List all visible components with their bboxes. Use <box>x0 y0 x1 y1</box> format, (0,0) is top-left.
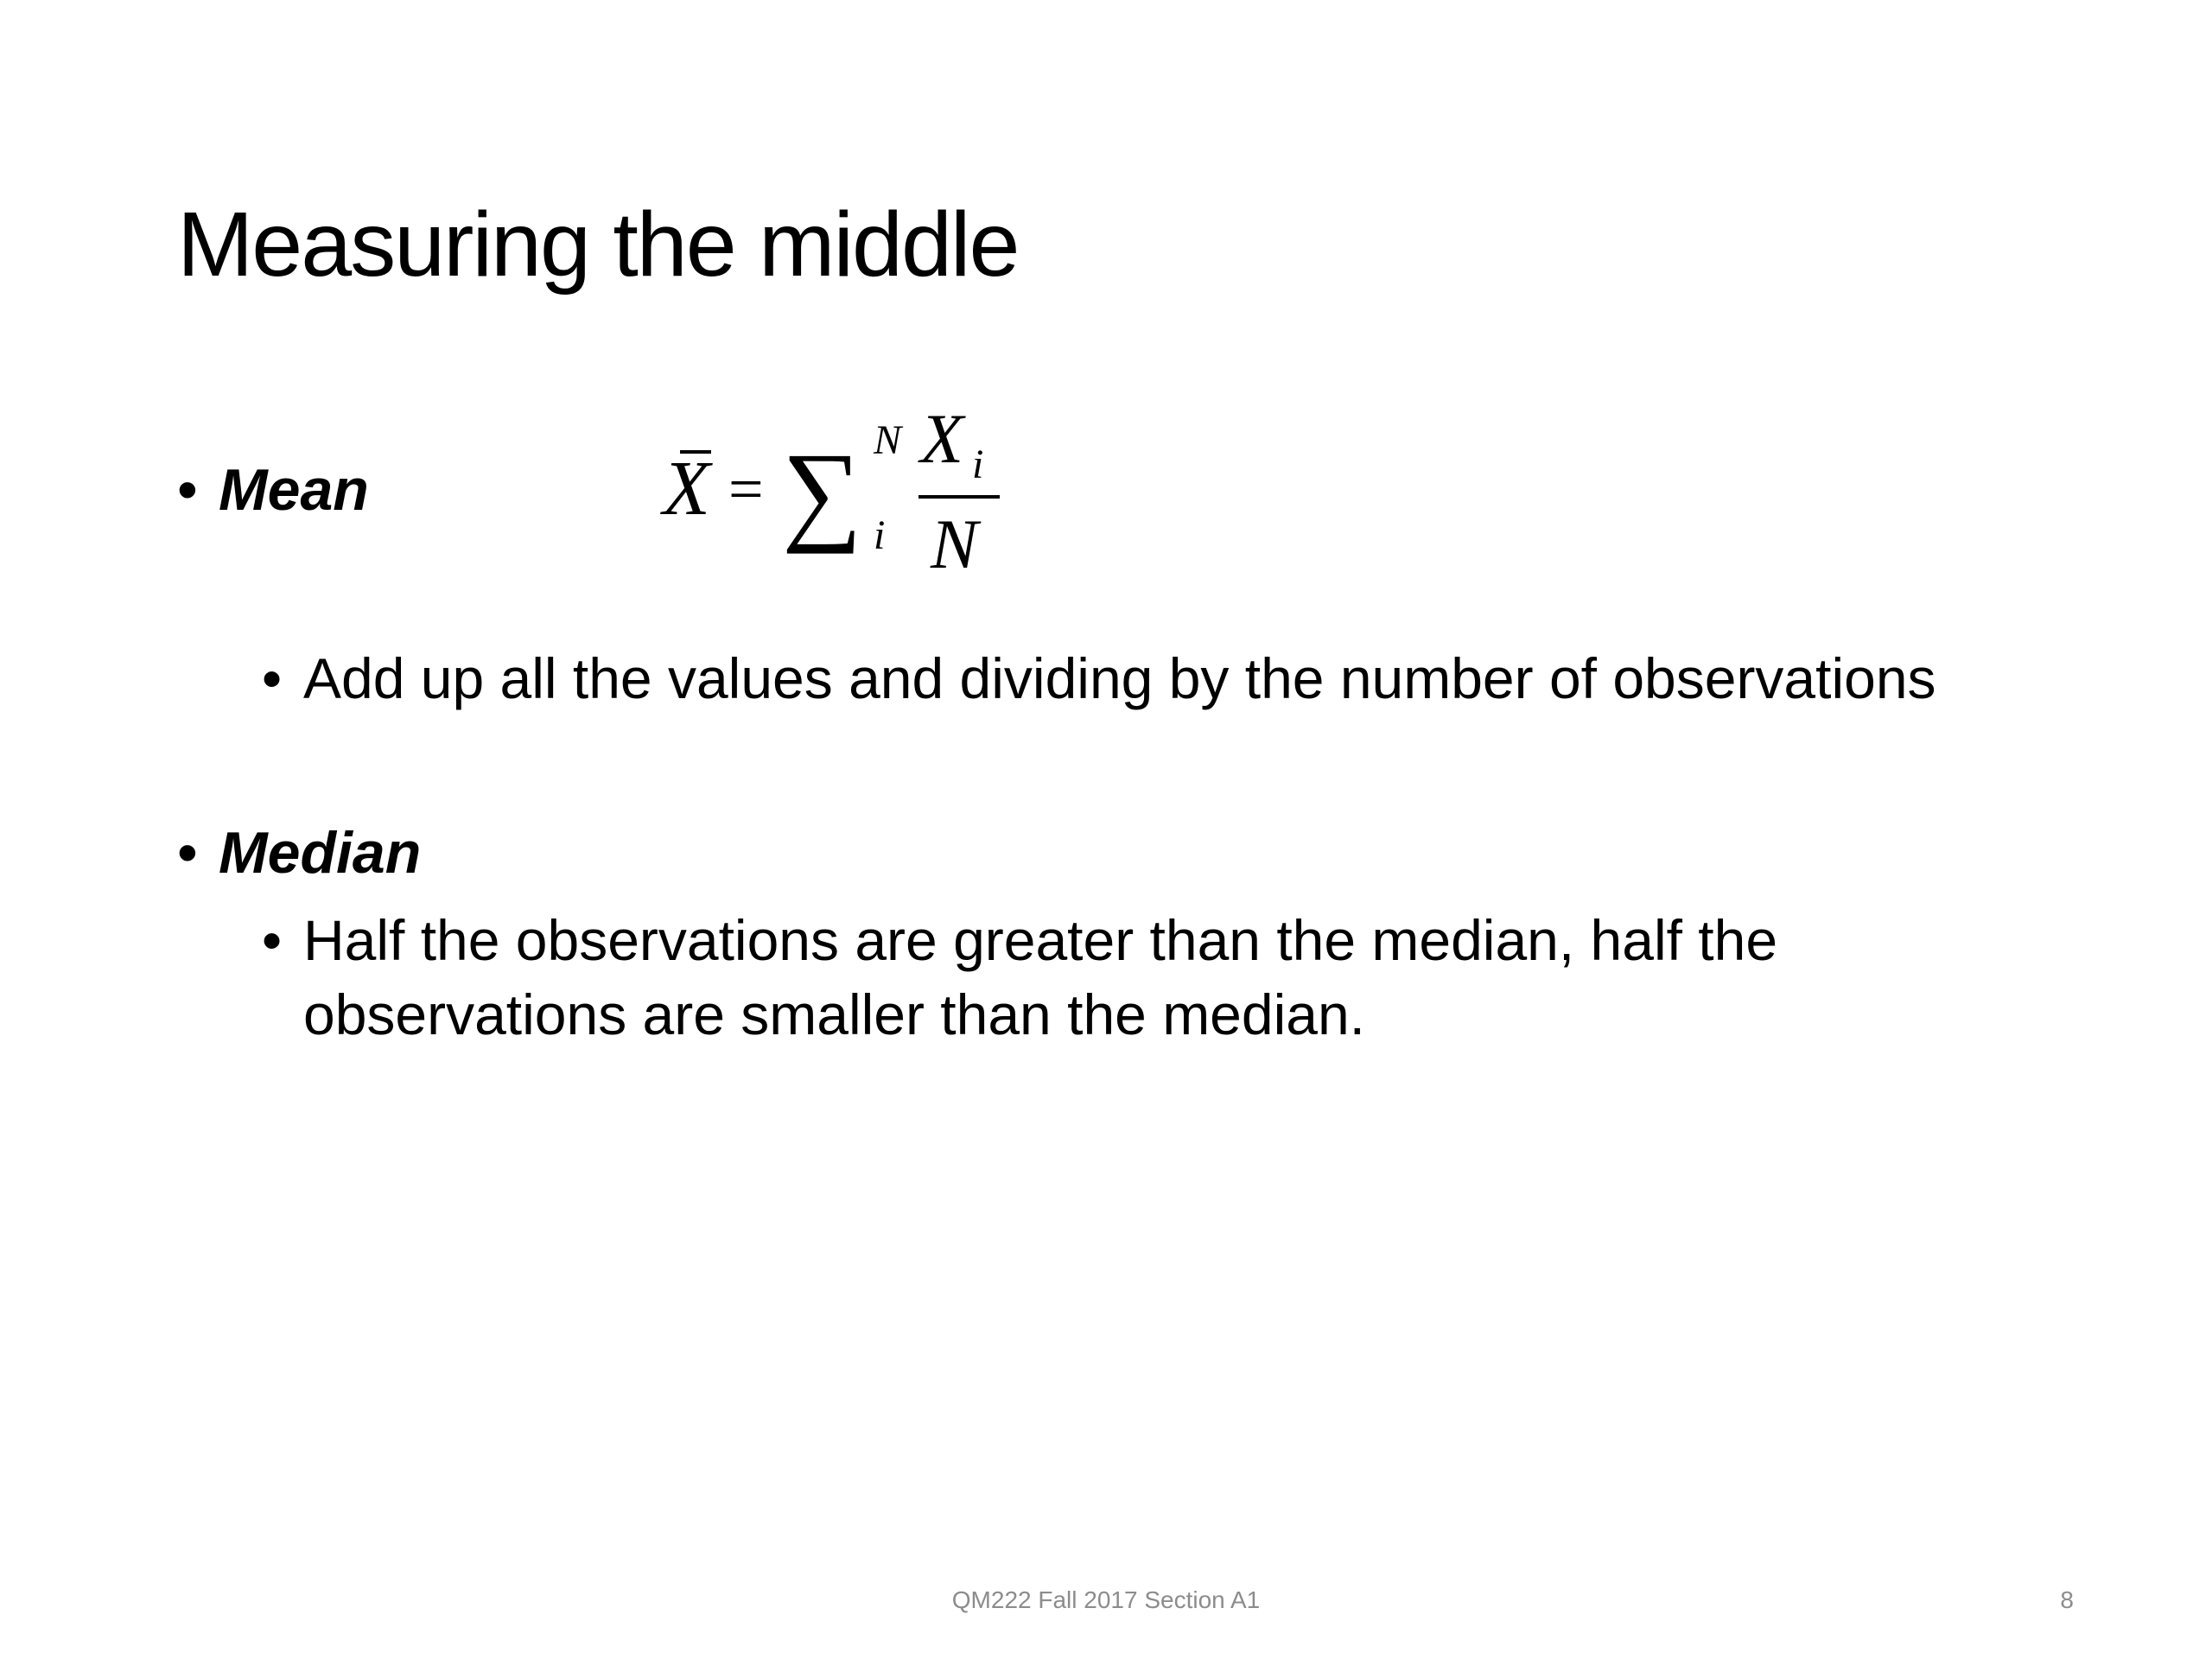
formula-numerator-sub: i <box>972 442 984 487</box>
bullet-dot: • <box>177 457 198 523</box>
mean-detail-text: Add up all the values and dividing by the number of observations <box>303 646 1936 710</box>
mean-formula <box>652 402 1015 592</box>
formula-upper-limit: N <box>874 417 902 463</box>
slide-title: Measuring the middle <box>177 194 1019 296</box>
formula-lhs: X <box>663 446 710 531</box>
bullet-median <box>177 817 421 890</box>
formula-equals: = <box>728 454 764 524</box>
term-mean: Mean <box>219 457 369 523</box>
footer-page-number: 8 <box>2060 1586 2074 1613</box>
bullet-mean <box>177 454 369 527</box>
footer-course: QM222 Fall 2017 Section A1 <box>951 1586 1261 1613</box>
bullet-dot: • <box>262 908 283 972</box>
formula-denominator: N <box>931 505 978 583</box>
formula-numerator: X <box>920 402 964 478</box>
formula-lower-limit: i <box>874 512 886 558</box>
bullet-dot: • <box>262 646 283 710</box>
term-median: Median <box>219 820 422 886</box>
bullet-dot: • <box>177 820 198 886</box>
median-detail-text: Half the observations are greater than the median, half the observations are smaller than the median. <box>303 908 1778 1046</box>
bullet-median-detail <box>262 903 1990 1052</box>
formula-sigma: ∑ <box>782 430 862 555</box>
bullet-mean-detail <box>262 641 1990 715</box>
